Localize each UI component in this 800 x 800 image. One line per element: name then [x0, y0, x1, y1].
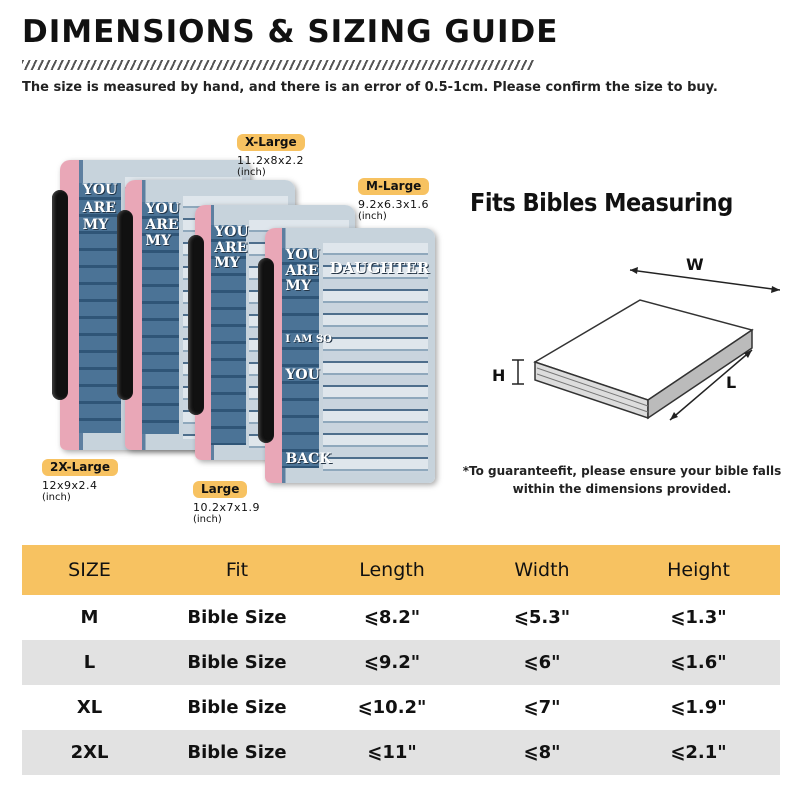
measurement-disclaimer: The size is measured by hand, and there is an error of 0.5-1cm. Please confirm the size to buy.	[22, 80, 718, 95]
cell-size: M	[80, 607, 99, 628]
cell-width: ⩽6"	[523, 652, 561, 673]
cell-length: ⩽9.2"	[363, 652, 421, 673]
cover-word-my: MY	[82, 217, 109, 233]
size-tag-label: Large	[193, 481, 247, 498]
cell-fit: Bible Size	[187, 697, 287, 718]
size-tag-unit: (inch)	[42, 492, 71, 503]
fits-bibles-heading: Fits Bibles Measuring	[470, 188, 733, 217]
header-width: Width	[514, 559, 570, 581]
cover-handle-xlarge	[117, 210, 133, 400]
height-label: H	[492, 366, 506, 385]
size-tag-large	[193, 478, 260, 525]
length-label: L	[726, 373, 737, 392]
size-tag-unit: (inch)	[193, 514, 222, 525]
cover-word-proud: I AM SO	[285, 334, 332, 346]
header-length: Length	[359, 559, 425, 581]
cover-word-my: MY	[214, 255, 240, 271]
cell-width: ⩽5.3"	[513, 607, 571, 628]
page-title: DIMENSIONS & SIZING GUIDE	[22, 14, 559, 50]
size-tag-unit: (inch)	[358, 211, 387, 222]
fit-note: *To guaranteefit, please ensure your bible falls within the dimensions provided.	[462, 464, 782, 496]
width-arrow	[630, 270, 780, 290]
cover-word-you: YOU	[285, 247, 320, 264]
size-tag-mlarge	[358, 175, 429, 222]
cover-word-you: YOU	[82, 182, 118, 199]
cover-word-are: ARE	[285, 262, 319, 279]
cell-fit: Bible Size	[187, 652, 287, 673]
header-height: Height	[667, 559, 730, 581]
cover-word-you: YOU	[145, 200, 180, 217]
cell-width: ⩽7"	[523, 697, 561, 718]
size-tag-label: X-Large	[237, 134, 305, 151]
cell-size: 2XL	[70, 742, 109, 763]
size-tag-dims: 9.2x6.3x1.6	[358, 198, 430, 211]
table-row	[22, 640, 780, 685]
table-row	[22, 685, 780, 730]
size-table	[22, 545, 780, 775]
cover-handle-large	[188, 235, 204, 415]
book-measurement-diagram	[490, 250, 780, 430]
cover-word-are: ARE	[145, 216, 179, 233]
cell-height: ⩽1.9"	[670, 697, 727, 718]
width-label: W	[686, 255, 704, 274]
size-tag-xlarge	[237, 131, 305, 178]
header-size: SIZE	[68, 559, 111, 581]
size-tag-2xlarge	[42, 456, 118, 503]
cell-height: ⩽1.3"	[670, 607, 727, 628]
cover-word-you-lower: YOU	[285, 367, 320, 384]
size-tag-dims: 10.2x7x1.9	[193, 501, 261, 514]
cell-fit: Bible Size	[187, 742, 287, 763]
cover-handle-2xlarge	[52, 190, 68, 400]
cover-face	[323, 243, 428, 473]
size-tag-label: 2X-Large	[42, 459, 118, 476]
cell-length: ⩽11"	[367, 742, 417, 763]
cell-length: ⩽8.2"	[363, 607, 421, 628]
cell-height: ⩽1.6"	[670, 652, 727, 673]
cover-word-back: BACK	[285, 451, 332, 468]
cell-size: L	[83, 652, 96, 673]
size-tag-unit: (inch)	[237, 167, 266, 178]
bible-cover-mlarge	[265, 228, 435, 483]
cell-size: XL	[76, 697, 103, 718]
size-tag-label: M-Large	[358, 178, 429, 195]
cover-word-you: YOU	[214, 224, 249, 241]
table-row	[22, 730, 780, 775]
header-fit: Fit	[225, 559, 249, 581]
cover-word-my: MY	[285, 278, 311, 294]
cover-word-are: ARE	[82, 199, 116, 216]
cell-fit: Bible Size	[187, 607, 287, 628]
size-tag-dims: 11.2x8x2.2	[237, 154, 305, 167]
table-header-row	[22, 545, 780, 595]
cover-word-daughter: DAUGHTER	[329, 259, 430, 278]
cover-word-are: ARE	[214, 239, 248, 256]
cover-word-my: MY	[145, 233, 171, 249]
cover-handle-mlarge	[258, 258, 274, 443]
cell-height: ⩽2.1"	[670, 742, 727, 763]
cell-width: ⩽8"	[523, 742, 561, 763]
title-underline-hatch	[22, 60, 534, 70]
table-row	[22, 595, 780, 640]
cell-length: ⩽10.2"	[357, 697, 427, 718]
size-tag-dims: 12x9x2.4	[42, 479, 98, 492]
